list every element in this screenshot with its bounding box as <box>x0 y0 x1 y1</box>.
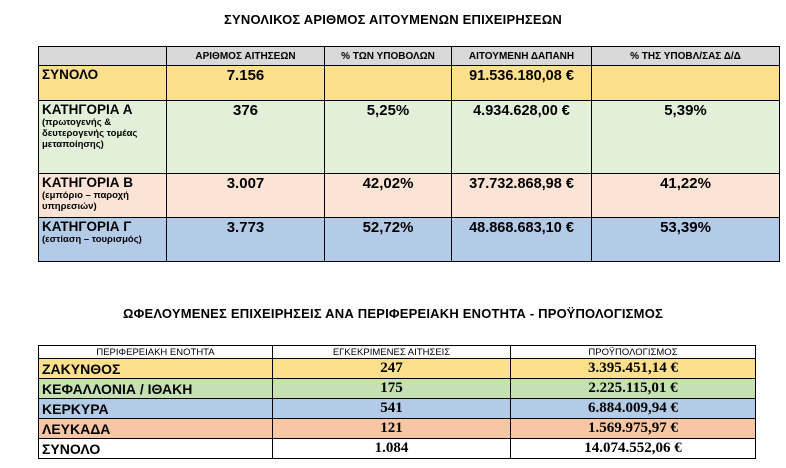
table2-title: ΩΦΕΛΟΥΜΕΝΕΣ ΕΠΙΧΕΙΡΗΣΕΙΣ ΑΝΑ ΠΕΡΙΦΕΡΕΙΑΚΗ ΕΝΟΤΗΤΑ - ΠΡΟΫΠΟΛΟΓΙΣΜΟΣ <box>122 306 664 321</box>
row-name: ΚΑΤΗΓΟΡΙΑ Α <box>42 102 133 117</box>
approved-cell: 1.084 <box>273 439 511 459</box>
table1-header-requested: ΑΙΤΟΥΜΕΝΗ ΔΑΠΑΝΗ <box>452 47 592 66</box>
approved-cell: 247 <box>273 359 511 379</box>
table-row <box>39 399 756 419</box>
table1-header-blank <box>39 47 167 66</box>
applications-cell: 3.773 <box>167 218 325 262</box>
table-row <box>39 419 756 439</box>
table1-header-applications: ΑΡΙΘΜΟΣ ΑΙΤΗΣΕΩΝ <box>167 47 325 66</box>
budget-cell: 1.569.975,97 € <box>511 419 756 439</box>
regional-beneficiaries-table <box>38 345 756 459</box>
row-name: ΣΥΝΟΛΟ <box>42 67 99 82</box>
row-description: (πρωτογενής & δευτερογενής τομέας μεταποίησης) <box>42 117 138 150</box>
region-cell: ΣΥΝΟΛΟ <box>39 439 273 459</box>
row-label-cell <box>39 66 167 101</box>
region-cell: ΚΕΦΑΛΛΟΝΙΑ / ΙΘΑΚΗ <box>39 379 273 399</box>
pct-budget-cell: 41,22% <box>592 174 780 218</box>
region-cell: ΖΑΚΥΝΘΟΣ <box>39 359 273 379</box>
approved-cell: 121 <box>273 419 511 439</box>
row-name: ΚΑΤΗΓΟΡΙΑ Β <box>42 175 133 190</box>
row-name: ΚΑΤΗΓΟΡΙΑ Γ <box>42 219 132 234</box>
requested-cell: 4.934.628,00 € <box>452 101 592 174</box>
table1-header-pct-submissions: % ΤΩΝ ΥΠΟΒΟΛΩΝ <box>325 47 452 66</box>
row-description: (εμπόριο – παροχή υπηρεσιών) <box>42 190 129 212</box>
table2-header-budget: ΠΡΟΫΠΟΛΟΓΙΣΜΟΣ <box>511 346 756 359</box>
budget-cell: 14.074.552,06 € <box>511 439 756 459</box>
table-row <box>39 66 780 101</box>
region-cell: ΚΕΡΚΥΡΑ <box>39 399 273 419</box>
table-row <box>39 359 756 379</box>
region-cell: ΛΕΥΚΑΔΑ <box>39 419 273 439</box>
applications-cell: 376 <box>167 101 325 174</box>
table-row <box>39 218 780 262</box>
requested-cell: 48.868.683,10 € <box>452 218 592 262</box>
budget-cell: 6.884.009,94 € <box>511 399 756 419</box>
applications-cell: 7.156 <box>167 66 325 101</box>
table2-header-row <box>39 346 756 359</box>
pct-budget-cell <box>592 66 780 101</box>
row-label-cell <box>39 174 167 218</box>
approved-cell: 175 <box>273 379 511 399</box>
table-row <box>39 439 756 459</box>
row-label-cell <box>39 218 167 262</box>
pct-budget-cell: 53,39% <box>592 218 780 262</box>
table2-header-approved: ΕΓΚΕΚΡΙΜΕΝΕΣ ΑΙΤΗΣΕΙΣ <box>273 346 511 359</box>
table-row <box>39 174 780 218</box>
table2-header-region: ΠΕΡΙΦΕΡΕΙΑΚΗ ΕΝΟΤΗΤΑ <box>39 346 273 359</box>
pct-submissions-cell: 42,02% <box>325 174 452 218</box>
pct-submissions-cell <box>325 66 452 101</box>
budget-cell: 3.395.451,14 € <box>511 359 756 379</box>
row-label-cell <box>39 101 167 174</box>
table-row <box>39 101 780 174</box>
table1-header-pct-budget: % ΤΗΣ ΥΠΟΒΛ/ΣΑΣ Δ/Δ <box>592 47 780 66</box>
approved-cell: 541 <box>273 399 511 419</box>
table-row <box>39 379 756 399</box>
pct-submissions-cell: 52,72% <box>325 218 452 262</box>
row-description: (εστίαση – τουρισμός) <box>42 234 142 245</box>
applications-summary-table <box>38 46 780 262</box>
pct-budget-cell: 5,39% <box>592 101 780 174</box>
requested-cell: 91.536.180,08 € <box>452 66 592 101</box>
table1-title: ΣΥΝΟΛΙΚΟΣ ΑΡΙΘΜΟΣ ΑΙΤΟΥΜΕΝΩΝ ΕΠΙΧΕΙΡΗΣΕΩΝ <box>224 12 562 27</box>
budget-cell: 2.225.115,01 € <box>511 379 756 399</box>
pct-submissions-cell: 5,25% <box>325 101 452 174</box>
requested-cell: 37.732.868,98 € <box>452 174 592 218</box>
applications-cell: 3.007 <box>167 174 325 218</box>
table1-header-row <box>39 47 780 66</box>
